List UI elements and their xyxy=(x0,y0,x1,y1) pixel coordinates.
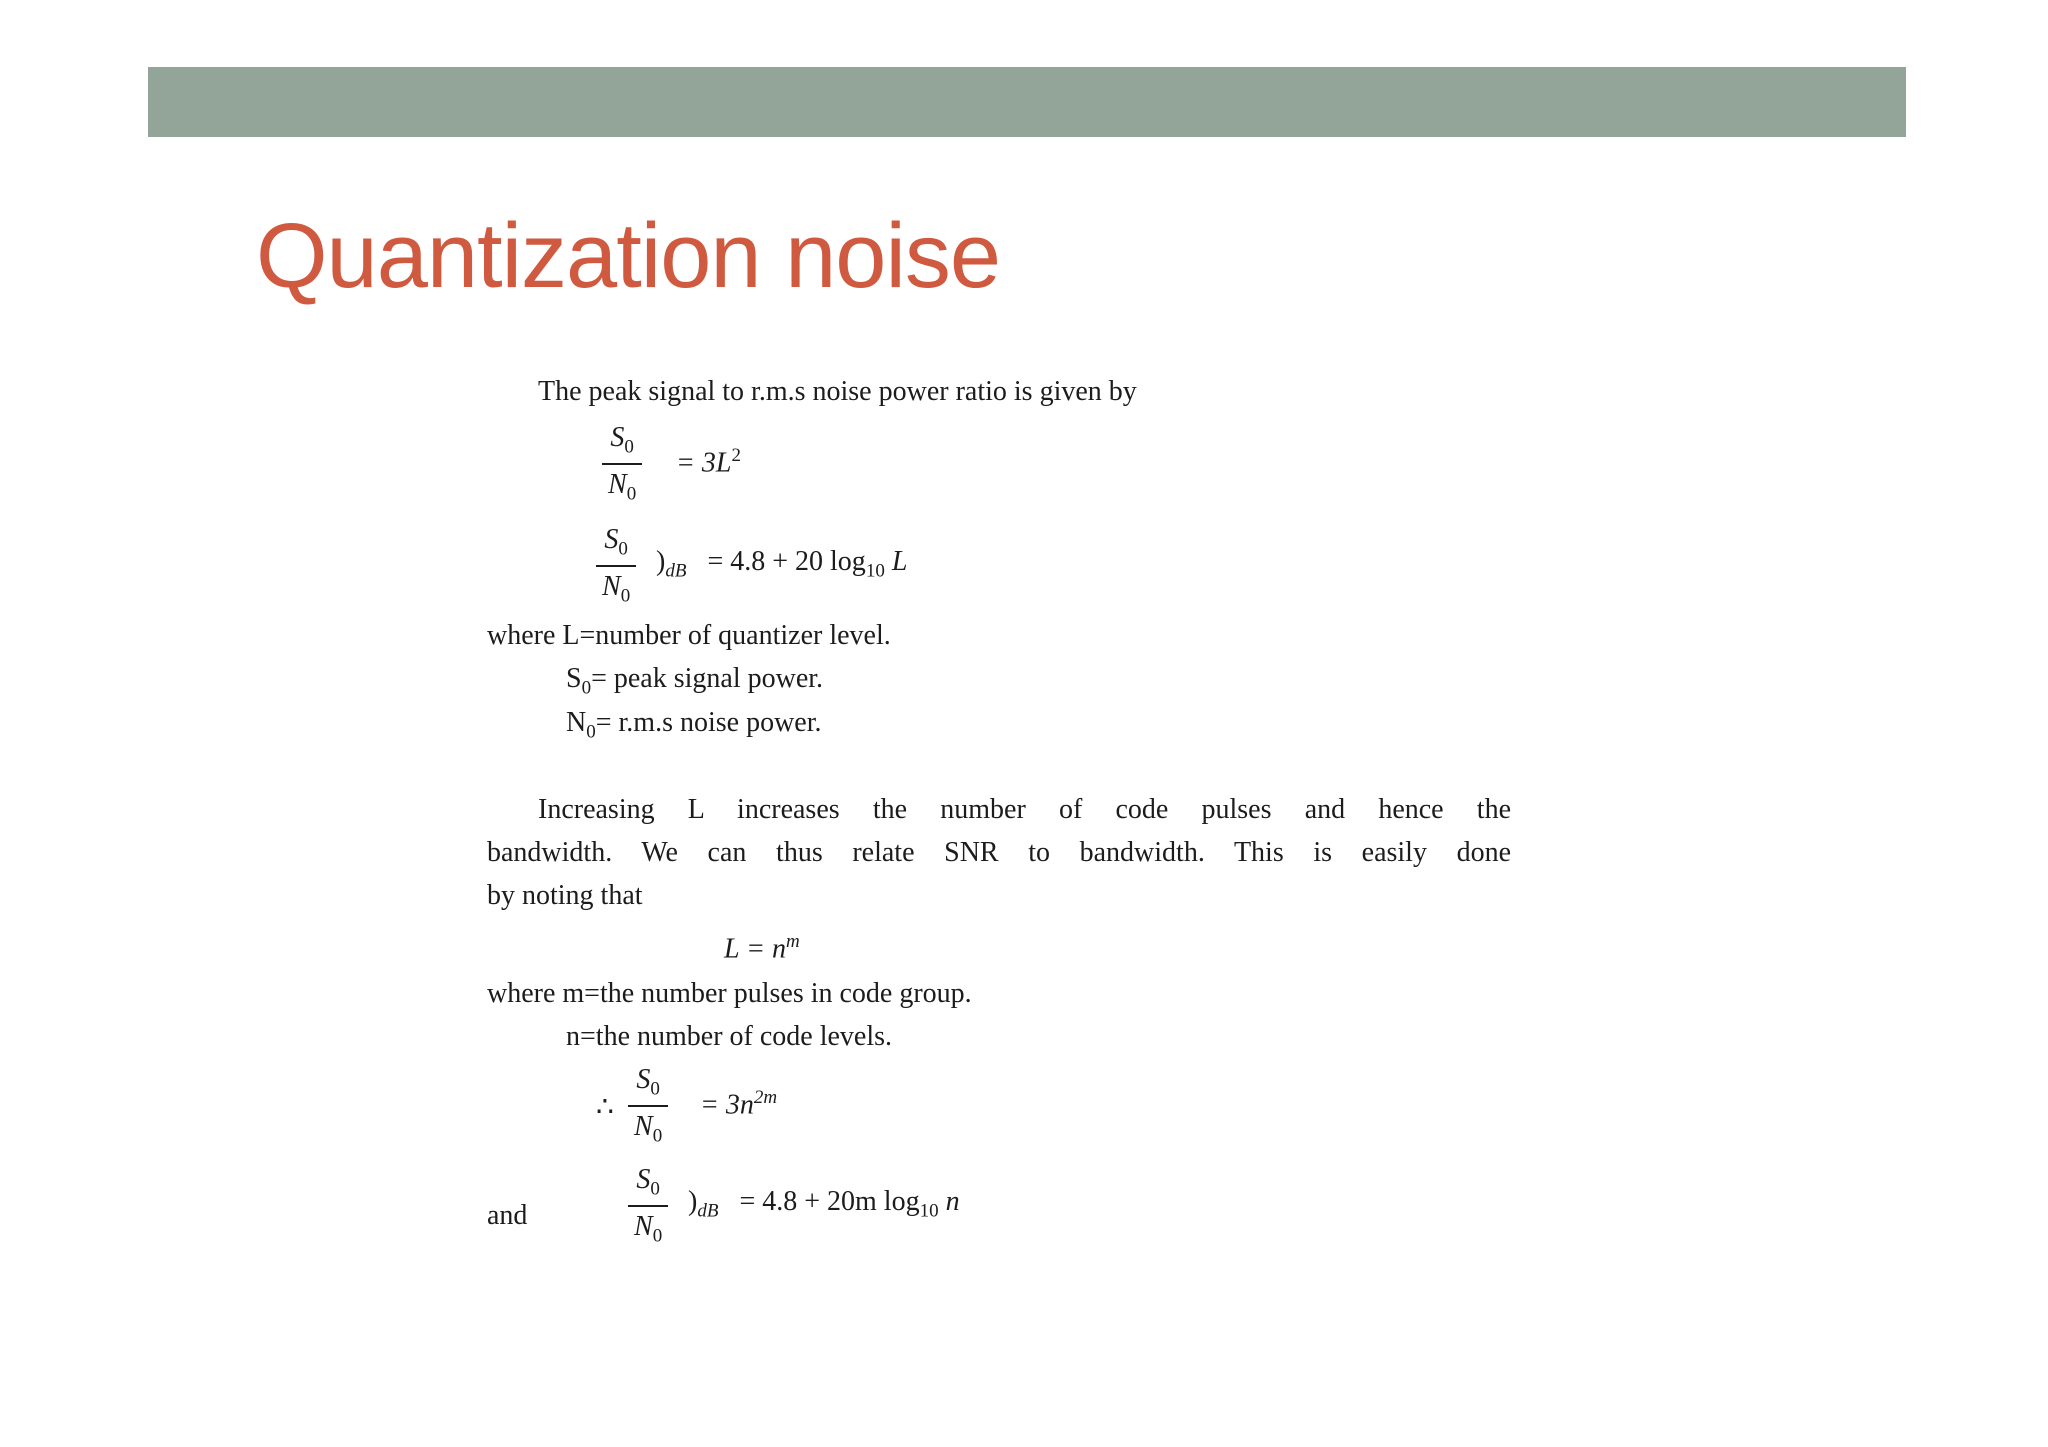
intro-text: The peak signal to r.m.s noise power ratio is given by xyxy=(538,376,1137,407)
eq3: $L = n^m$ xyxy=(724,931,800,965)
therefore-symbol: ∴ xyxy=(596,1092,614,1123)
eq5-rhs: )$_{dB} = 4.8 + 20m$ $\log_{10} n$ xyxy=(688,1186,960,1222)
paragraph-line-3: by noting that xyxy=(487,880,643,911)
eq2-rhs: )$_{dB} = 4.8 + 20$ $\log_{10} L$ xyxy=(656,546,908,582)
eq5-fraction: $S_0$ $N_0$ xyxy=(628,1166,668,1245)
and-label: and xyxy=(487,1200,528,1231)
definition-L: where L=number of quantizer level. xyxy=(487,620,891,651)
definition-n: n=the number of code levels. xyxy=(566,1021,893,1052)
paragraph-line-1: Increasing L increases the number of code pulses and hence the xyxy=(538,794,1511,825)
definition-S0: $S_0=$ peak signal power. xyxy=(566,663,824,699)
eq1-rhs: = $3L^2$ xyxy=(676,445,741,479)
eq4-fraction: $S_0$ $N_0$ xyxy=(628,1066,668,1145)
definition-m: where m=the number pulses in code group. xyxy=(487,978,972,1009)
paragraph-line-2: bandwidth. We can thus relate SNR to bandwidth. This is easily done xyxy=(487,837,1511,868)
header-bar xyxy=(148,67,1906,137)
eq2-fraction: $S_0$ $N_0$ xyxy=(596,526,636,605)
slide-title: Quantization noise xyxy=(256,205,1001,307)
definition-N0: $N_0= r.m.s$ noise power. xyxy=(566,707,822,743)
eq1-fraction: $S_0$ $N_0$ xyxy=(602,424,642,503)
eq4-rhs: = $3n^{2m}$ xyxy=(700,1087,778,1121)
